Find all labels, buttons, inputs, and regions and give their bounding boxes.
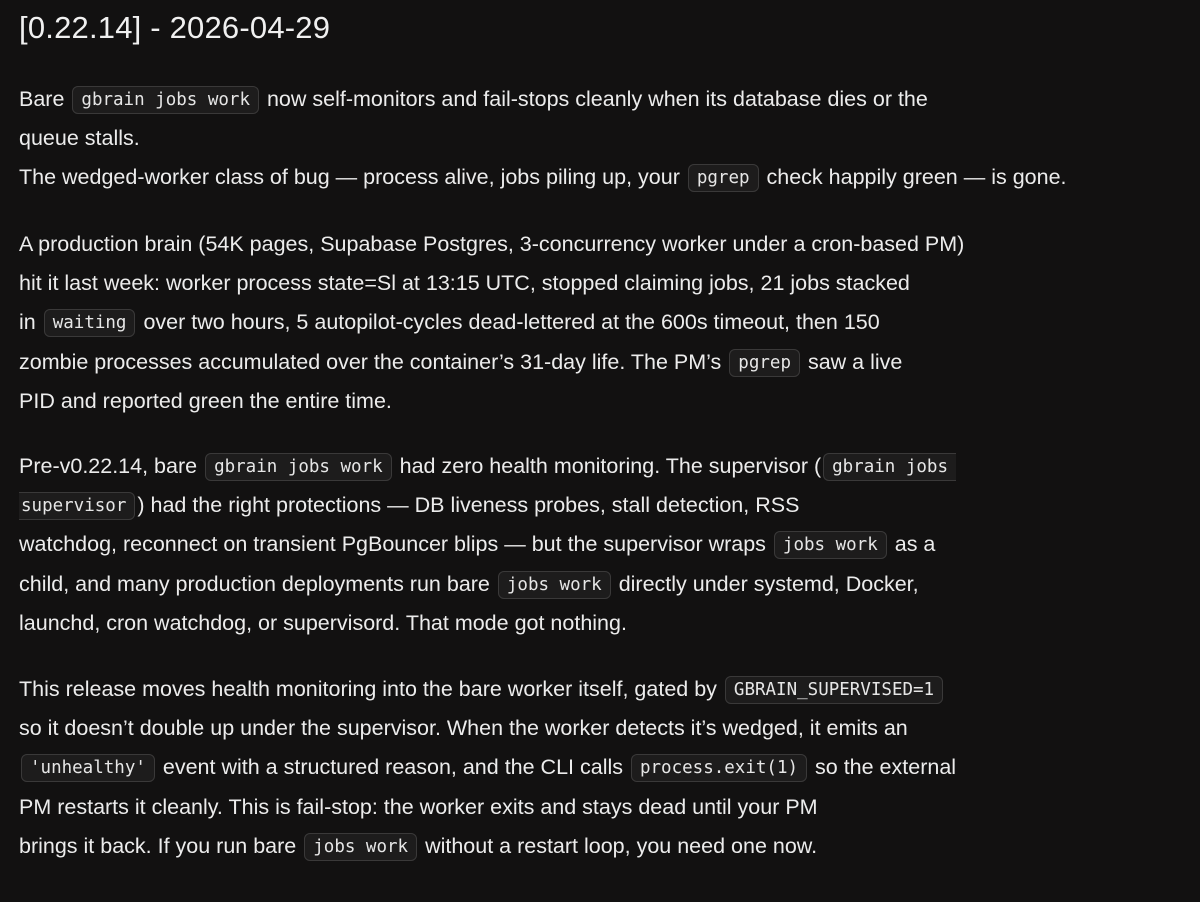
text-span: PID and reported green the entire time. xyxy=(19,388,392,413)
text-span: ) had the right protections — DB liveness probes, stall detection, RSS xyxy=(137,493,800,518)
text-span: queue stalls. xyxy=(19,126,140,151)
text-span: brings it back. If you run bare xyxy=(19,833,297,858)
text-span: in xyxy=(19,310,36,335)
inline-code: gbrain jobs xyxy=(823,453,956,481)
inline-code: pgrep xyxy=(729,349,800,377)
release-heading: [0.22.14] - 2026-04-29 xyxy=(19,10,331,45)
text-span: now self-monitors and fail-stops cleanly when its database dies or the xyxy=(266,87,928,111)
text-span: without a restart loop, you need one now. xyxy=(425,833,818,858)
text-span: had zero health monitoring. The supervisor ( xyxy=(399,454,822,478)
text-line xyxy=(19,158,1194,197)
text-span: over two hours, 5 autopilot-cycles dead-lettered at the 600s timeout, then 150 xyxy=(143,310,880,335)
text-line xyxy=(19,670,1194,709)
text-line xyxy=(19,709,1194,748)
inline-code: jobs work xyxy=(304,833,417,861)
text-line xyxy=(19,604,1194,643)
text-span: as a xyxy=(894,532,936,557)
text-span: event with a structured reason, and the CLI calls xyxy=(162,755,623,780)
text-span: launchd, cron watchdog, or supervisord. That mode got nothing. xyxy=(19,610,627,635)
text-span: PM restarts it cleanly. This is fail-stop: the worker exits and stays dead until your PM xyxy=(19,794,818,819)
paragraph-incident xyxy=(19,225,1194,421)
text-span: The wedged-worker class of bug — process alive, jobs piling up, your xyxy=(19,165,680,190)
inline-code: 'unhealthy' xyxy=(21,754,155,782)
text-line xyxy=(19,486,1194,525)
inline-code: process.exit(1) xyxy=(631,754,807,782)
text-line xyxy=(19,343,1194,382)
inline-code: gbrain jobs work xyxy=(205,453,392,481)
text-line xyxy=(19,382,1194,421)
text-span: A production brain (54K pages, Supabase Postgres, 3-concurrency worker under a cron-based PM) xyxy=(19,232,965,256)
text-span: watchdog, reconnect on transient PgBouncer blips — but the supervisor wraps xyxy=(19,532,766,557)
inline-code: pgrep xyxy=(688,164,759,192)
text-line xyxy=(19,80,1194,119)
text-line xyxy=(19,119,1194,158)
inline-code: jobs work xyxy=(498,571,611,599)
text-line xyxy=(19,225,1194,264)
paragraph-summary xyxy=(19,80,1194,198)
text-span: Pre-v0.22.14, bare xyxy=(19,454,198,478)
inline-code: gbrain jobs work xyxy=(72,86,259,114)
inline-code: jobs work xyxy=(774,531,887,559)
text-span: hit it last week: worker process state=Sl at 13:15 UTC, stopped claiming jobs, 21 jobs stacked xyxy=(19,271,910,296)
text-span: directly under systemd, Docker, xyxy=(618,571,919,596)
text-line xyxy=(19,447,1194,486)
text-span: so it doesn’t double up under the supervisor. When the worker detects it’s wedged, it emits an xyxy=(19,716,908,741)
text-span: child, and many production deployments run bare xyxy=(19,571,490,596)
inline-code: waiting xyxy=(44,309,136,337)
text-span: This release moves health monitoring into the bare worker itself, gated by xyxy=(19,677,717,701)
text-line xyxy=(19,565,1194,604)
text-span: so the external xyxy=(815,755,957,780)
text-line xyxy=(19,748,1194,787)
text-span: saw a live xyxy=(807,349,903,374)
inline-code: supervisor xyxy=(19,492,135,520)
text-line xyxy=(19,827,1194,866)
inline-code: GBRAIN_SUPERVISED=1 xyxy=(725,676,943,704)
text-line xyxy=(19,788,1194,827)
paragraph-background xyxy=(19,447,1194,643)
paragraph-release xyxy=(19,670,1194,866)
text-span: Bare xyxy=(19,87,65,111)
text-line xyxy=(19,525,1194,564)
text-span: zombie processes accumulated over the container’s 31-day life. The PM’s xyxy=(19,349,722,374)
text-line xyxy=(19,264,1194,303)
text-line xyxy=(19,303,1194,342)
text-span: check happily green — is gone. xyxy=(766,165,1067,190)
